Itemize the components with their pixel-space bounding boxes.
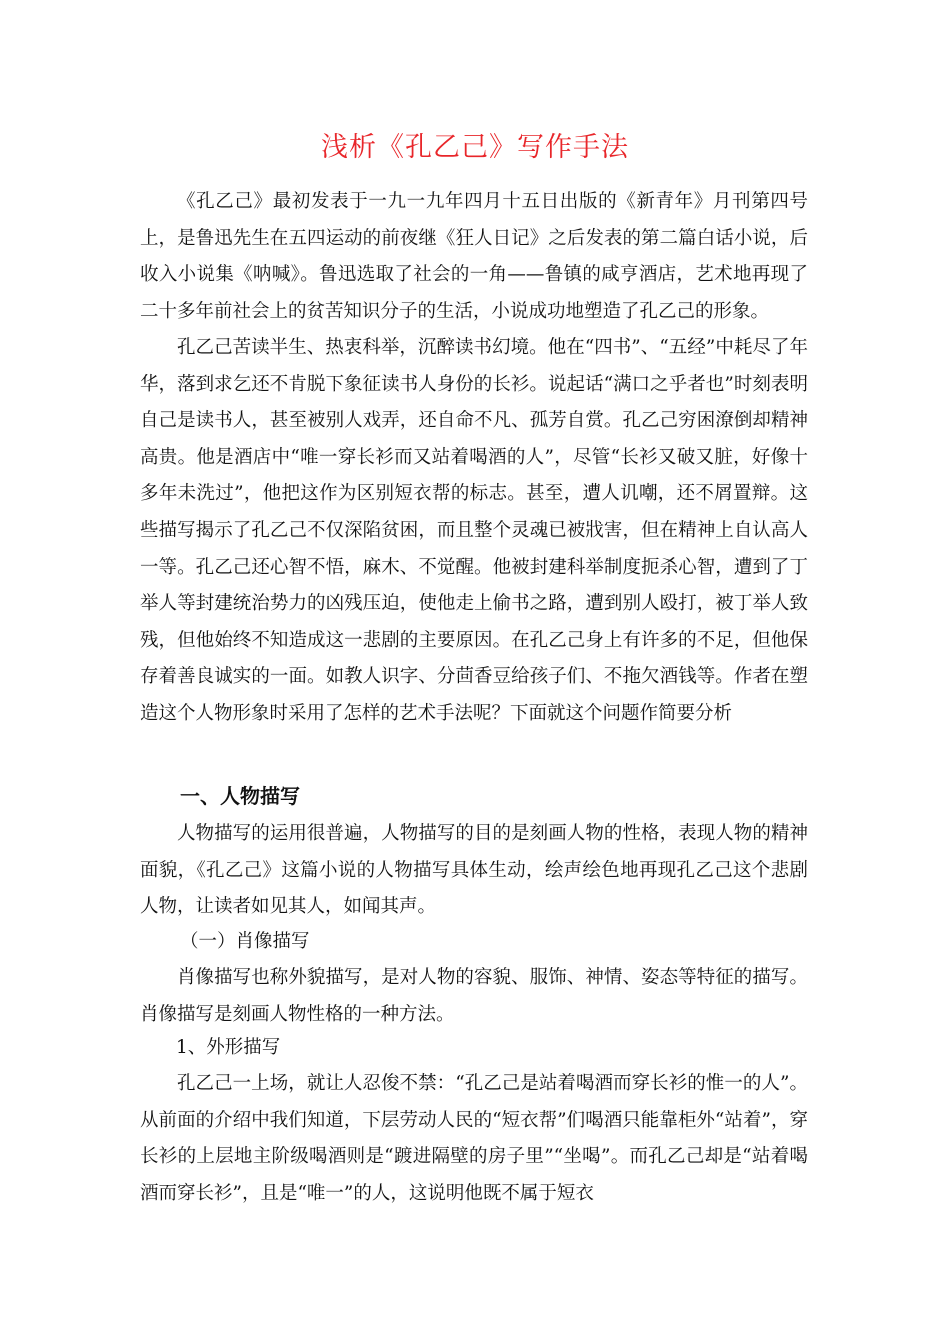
paragraph-appearance-description: 孔乙己一上场，就让人忍俊不禁：“孔乙己是站着喝酒而穿长衫的惟一的人”。从前面的介绍中我们知道，下层劳动人民的“短衣帮”们喝酒只能靠柜外“站着”，穿长衫的上层地主阶级喝酒则是“踱进隔壁的房子里”“坐喝”。而孔乙己却是“站着喝酒而穿长衫”，且是“唯一”的人，这说明他既不属于短衣 [140,1073,808,1204]
document-title: 浅析《孔乙己》写作手法 [321,132,629,163]
paragraph-publication-info: 《孔乙己》最初发表于一九一九年四月十五日出版的《新青年》月刊第四号上，是鲁迅先生在五四运动的前夜继《狂人日记》之后发表的第二篇白话小说，后收入小说集《呐喊》。鲁迅选取了社会的一角——鲁镇的咸亨酒店，艺术地再现了二十多年前社会上的贫苦知识分子的生活，小说成功地塑造了孔乙己的形象。 [140,191,808,322]
paragraph-portrait-description: 肖像描写也称外貌描写，是对人物的容貌、服饰、神情、姿态等特征的描写。肖像描写是刻画人物性格的一种方法。 [140,967,808,1025]
section-heading-character-description: 一、人物描写 [180,784,300,808]
subheading-portrait-description: （一）肖像描写 [180,931,310,952]
paragraph-character-description-intro: 人物描写的运用很普遍，人物描写的目的是刻画人物的性格，表现人物的精神面貌，《孔乙己》这篇小说的人物描写具体生动，绘声绘色地再现孔乙己这个悲剧人物，让读者如见其人，如闻其声。 [140,823,808,918]
paragraph-character-summary: 孔乙己苦读半生、热衷科举，沉醉读书幻境。他在“四书”、“五经”中耗尽了年华，落到求乞还不肯脱下象征读书人身份的长衫。说起话“满口之乎者也”时刻表明自己是读书人，甚至被别人戏弄，还自命不凡、孤芳自赏。孔乙己穷困潦倒却精神高贵。他是酒店中“唯一穿长衫而又站着喝酒的人”，尽管“长衫又破又脏，好像十多年未洗过”，他把这作为区别短衣帮的标志。甚至，遭人讥嘲，还不屑置辩。这些描写揭示了孔乙己不仅深陷贫困，而且整个灵魂已被戕害，但在精神上自认高人一等。孔乙己还心智不悟，麻木、不觉醒。他被封建科举制度扼杀心智，遭到了丁举人等封建统治势力的凶残压迫，使他走上偷书之路，遭到别人殴打，被丁举人致残，但他始终不知造成这一悲剧的主要原因。在孔乙己身上有许多的不足，但他保存着善良诚实的一面。如教人识字、分茴香豆给孩子们、不拖欠酒钱等。作者在塑造这个人物形象时采用了怎样的艺术手法呢？下面就这个问题作简要分析 [140,337,808,724]
subheading-appearance-description: 1、外形描写 [176,1037,281,1058]
